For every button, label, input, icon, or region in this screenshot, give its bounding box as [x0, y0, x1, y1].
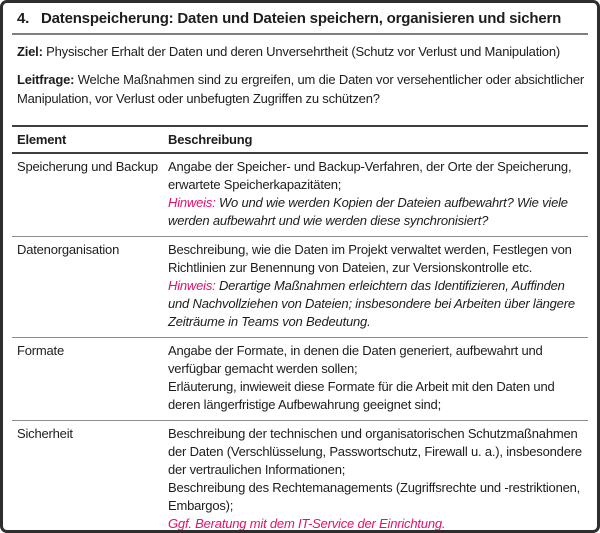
- description-text: Erläuterung, inwieweit diese Formate für die Arbeit mit den Daten und deren längerfristige Aufbewahrung geeignet sind;: [168, 379, 555, 412]
- hinweis-label: Hinweis:: [168, 278, 216, 293]
- element-cell: Sicherheit: [17, 426, 73, 441]
- table-header-row: [12, 125, 588, 154]
- table-row: [12, 237, 588, 338]
- element-cell: Speicherung und Backup: [17, 159, 158, 174]
- description-cell: [164, 241, 588, 331]
- column-header-beschreibung: Beschreibung: [168, 132, 253, 147]
- column-header-element: Element: [17, 132, 67, 147]
- leitfrage-text: Welche Maßnahmen sind zu ergreifen, um die Daten vor versehentlicher oder absichtlicher Manipulation, vor Verlust oder unbefugten Zugriffen zu schützen?: [17, 72, 584, 106]
- table-row: [12, 421, 588, 533]
- ziel-text: Physischer Erhalt der Daten und deren Unversehrtheit (Schutz vor Verlust und Manipulation): [46, 44, 560, 59]
- it-service-note: Ggf. Beratung mit dem IT-Service der Einrichtung.: [168, 516, 446, 531]
- element-cell: Formate: [17, 343, 65, 358]
- dmp-table: [12, 125, 588, 533]
- section-title-text: Datenspeicherung: Daten und Dateien speichern, organisieren und sichern: [41, 10, 562, 27]
- hinweis-text: Wo und wie werden Kopien der Dateien aufbewahrt? Wie viele werden aufbewahrt und wie werden diese synchronisiert?: [168, 195, 568, 228]
- leitfrage-label: Leitfrage:: [17, 72, 75, 87]
- table-row: [12, 154, 588, 237]
- ziel-paragraph: [17, 42, 584, 61]
- section-title: [3, 3, 597, 32]
- hinweis-text: Derartige Maßnahmen erleichtern das Identifizieren, Auffinden und Nachvollziehen von Dateien; insbesondere bei Arbeiten über längere Zeiträume in Teams von Bedeutung.: [168, 278, 575, 329]
- hinweis-label: Hinweis:: [168, 195, 216, 210]
- intro-block: [3, 35, 597, 108]
- description-text: Angabe der Formate, in denen die Daten generiert, aufbewahrt und verfügbar gemacht werden sollen;: [168, 343, 543, 376]
- hinweis-paragraph: [168, 277, 582, 331]
- description-text: Beschreibung, wie die Daten im Projekt verwaltet werden, Festlegen von Richtlinien zur Benennung von Dateien, zur Versionskontrolle etc.: [168, 242, 572, 275]
- description-cell: [164, 158, 588, 230]
- ziel-label: Ziel:: [17, 44, 43, 59]
- description-text: Beschreibung des Rechtemanagements (Zugriffsrechte und -restriktionen, Embargos);: [168, 480, 581, 513]
- description-cell: [164, 425, 588, 533]
- description-text: Angabe der Speicher- und Backup-Verfahren, der Orte der Speicherung, erwartete Speicherkapazitäten;: [168, 159, 572, 192]
- table-row: [12, 338, 588, 421]
- leitfrage-paragraph: [17, 70, 584, 108]
- description-cell: [164, 342, 588, 414]
- hinweis-paragraph: [168, 194, 582, 230]
- section-number: 4.: [17, 10, 30, 27]
- element-cell: Datenorganisation: [17, 242, 120, 257]
- description-text: Beschreibung der technischen und organisatorischen Schutzmaßnahmen der Daten (Verschlüsselung, Passwortschutz, Firewall u. a.), insbesondere der vertraulichen Informationen;: [168, 426, 582, 477]
